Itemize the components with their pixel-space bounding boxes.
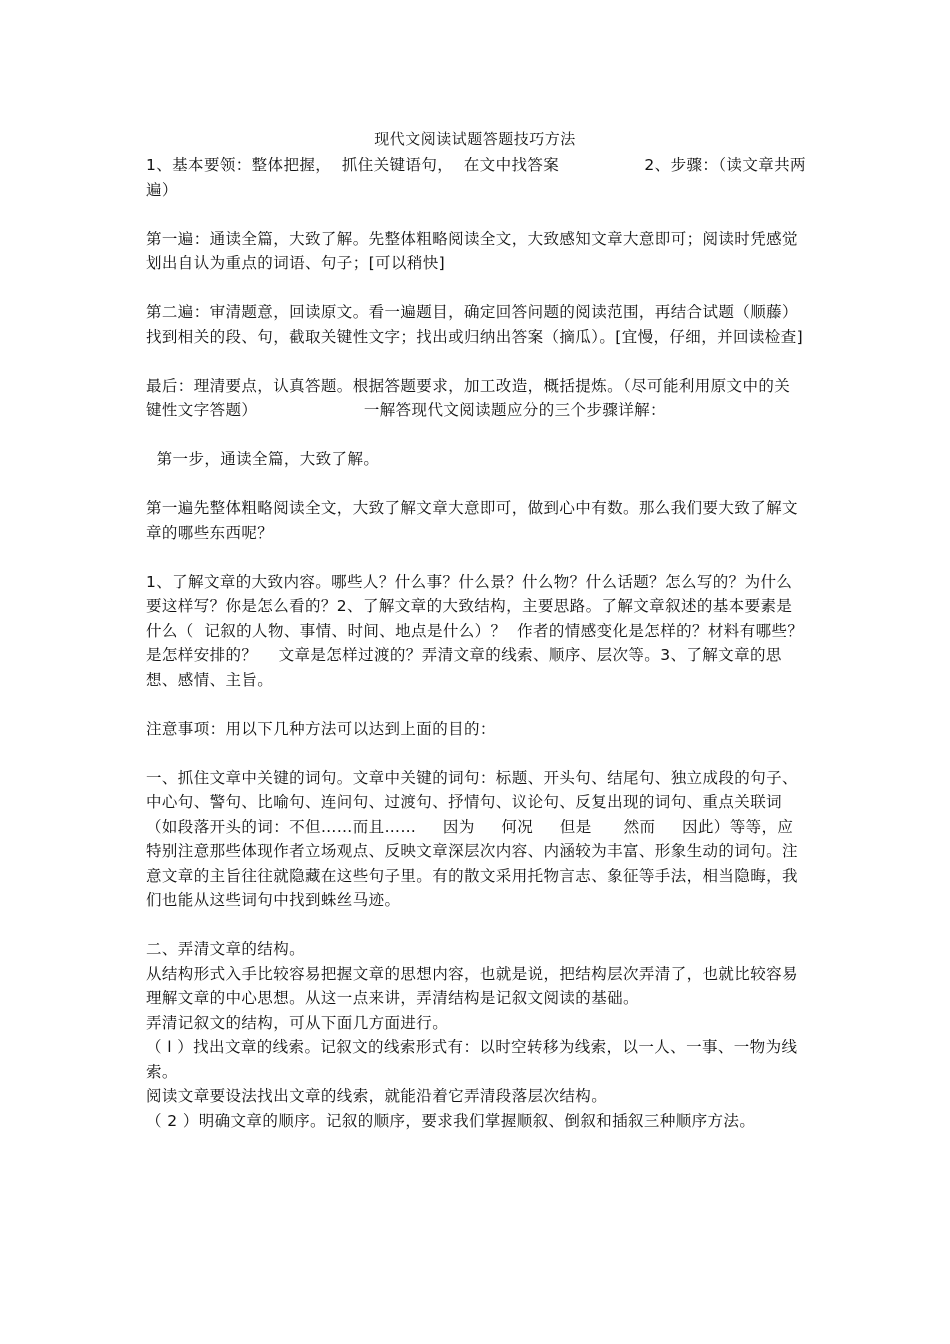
paragraph-structure-how: 弄清记叙文的结构，可从下面几方面进行。 [146, 1013, 449, 1032]
paragraph-gap [146, 202, 806, 227]
paragraph-clue-detail: 阅读文章要设法找出文章的线索，就能沿着它弄清段落层次结构。 [146, 1087, 608, 1105]
paragraph-gap [146, 423, 806, 448]
paragraph-gap [146, 741, 806, 766]
paragraph-step-one-detail: 第一遍先整体粗略阅读全文，大致了解文章大意即可，做到心中有数。那么我们要大致了解文章的哪些东西呢？ [146, 499, 798, 542]
document-body [146, 153, 806, 1133]
paragraph-final: 最后：理清要点，认真答题。根据答题要求，加工改造，概括提炼。（尽可能利用原文中的关键性文字答题） 一解答现代文阅读题应分的三个步骤详解： [146, 376, 791, 419]
paragraph-order: （ 2 ）明确文章的顺序。记叙的顺序，要求我们掌握顺叙、倒叙和插叙三种顺序方法。 [146, 1111, 756, 1130]
paragraph-gap [146, 276, 806, 301]
paragraph-structure-intro: 从结构形式入手比较容易把握文章的思想内容，也就是说，把结构层次弄清了，也就比较容易理解文章的中心思想。从这一点来讲，弄清结构是记叙文阅读的基础。 [146, 964, 798, 1007]
paragraph-first-read: 第一遍：通读全篇，大致了解。先整体粗略阅读全文，大致感知文章大意即可；阅读时凭感觉划出自认为重点的词语、句子；[可以稍快] [146, 229, 798, 272]
paragraph-clue: （ l ）找出文章的线索。记叙文的线索形式有：以时空转移为线索，以一人、一事、一物为线索。 [146, 1038, 798, 1081]
paragraph-key-words: 一、抓住文章中关键的词句。文章中关键的词句：标题、开头句、结尾句、独立成段的句子、中心句、警句、比喻句、连问句、过渡句、抒情句、议论句、反复出现的词句、重点关联词（如段落开头的词：不但……而且…… 因为 何况 但是 然而 因此）等等，应特别注意那些体现作者立场观点、反映文章深层次内容、内涵较为丰富、形象生动的词句。注意文章的主旨往往就隐藏在这些句子里。有的散文采用托物言志、象征等手法，相当隐晦，我们也能从这些词句中找到蛛丝马迹。 [146, 768, 798, 909]
paragraph-gap [146, 349, 806, 374]
paragraph-second-read: 第二遍：审清题意，回读原文。看一遍题目，确定回答问题的阅读范围，再结合试题（顺藤）找到相关的段、句，截取关键性文字；找出或归纳出答案（摘瓜）。[宜慢，仔细，并回读检查] [146, 303, 804, 346]
paragraph-gap [146, 913, 806, 938]
paragraph-notes: 注意事项：用以下几种方法可以达到上面的目的： [146, 719, 496, 738]
paragraph-understand-points: 1、了解文章的大致内容。哪些人？什么事？什么景？什么物？什么话题？怎么写的？为什么要这样写？你是怎么看的？2、了解文章的大致结构，主要思路。了解文章叙述的基本要素是什么（ 记叙的人物、事情、时间、地点是什么）？ 作者的情感变化是怎样的？材料有哪些？是怎样安排的？ 文章是怎样过渡的？弄清文章的线索、顺序、层次等。3、了解文章的思想、感情、主旨。 [146, 572, 804, 689]
paragraph-structure-heading: 二、弄清文章的结构。 [146, 940, 306, 958]
paragraph-gap [146, 545, 806, 570]
paragraph-gap [146, 472, 806, 497]
page-title: 现代文阅读试题答题技巧方法 [374, 130, 576, 148]
paragraph-gap [146, 692, 806, 717]
paragraph-step-one: 第一步，通读全篇，大致了解。 [146, 450, 380, 468]
paragraph-basics: 1、基本要领：整体把握， 抓住关键语句， 在文中找答案 2、步骤：（读文章共两遍） [146, 156, 806, 199]
